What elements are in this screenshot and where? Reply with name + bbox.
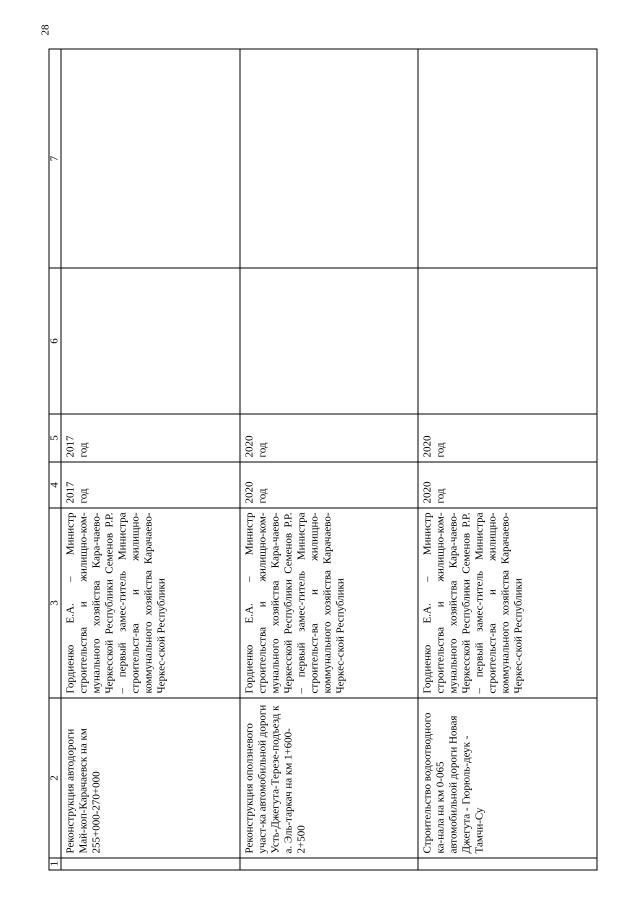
cell-number (61, 858, 240, 870)
column-header-2: 2 (49, 698, 61, 858)
cell-responsible: Гордиенко Е.А. – Министр строительства и жилищно-ком-мунального хозяйства Кара-чаево-Черкесской Республики Семенов Р.Р. – первый замес-титель Министра строительст-ва и жилищно-коммунального хозяйства Карачаево-Черкес-ской Республики (418, 508, 597, 698)
column-header-1: 1 (49, 858, 61, 870)
cell-object: Реконструкция оползневого участ-ка автомобильной дороги Усть-Джегута-Терезе-подъезд к а. Эль-таркач на км 1+600-2+500 (239, 698, 418, 858)
page-number: 28 (39, 24, 52, 36)
cell-start-year: 2020 год (239, 462, 418, 508)
table-row (418, 49, 597, 870)
header-row (49, 49, 61, 870)
rotated-table-sheet (48, 49, 597, 870)
cell-column-7 (418, 49, 597, 268)
cell-number (239, 858, 418, 870)
column-header-3: 3 (49, 508, 61, 698)
cell-responsible: Гордиенко Е.А. – Министр строительства и жилищно-ком-мунального хозяйства Кара-чаево-Черкесской Республики Семенов Р.Р. – первый замес-титель Министра строительст-ва и жилищно-коммунального хозяйства Карачаево-Черкес-ской Республики (239, 508, 418, 698)
cell-column-6 (239, 268, 418, 414)
data-table (48, 48, 597, 870)
cell-end-year: 2020 год (239, 414, 418, 462)
cell-column-6 (418, 268, 597, 414)
cell-column-7 (239, 49, 418, 268)
cell-start-year: 2020 год (418, 462, 597, 508)
table-row (239, 49, 418, 870)
cell-number (418, 858, 597, 870)
cell-end-year: 2020 год (418, 414, 597, 462)
cell-start-year: 2017 год (61, 462, 240, 508)
cell-object: Строительство водоотводного ка-нала на км 0-065 автомобильной дороги Новая Джегута - Гюрюль-деук - Тамчи-Су (418, 698, 597, 858)
column-header-7: 7 (49, 49, 61, 268)
cell-column-6 (61, 268, 240, 414)
cell-responsible: Гордиенко Е.А. – Министр строительства и жилищно-ком-мунального хозяйства Кара-чаево-Черкесской Республики Семенов Р.Р. – первый замес-титель Министра строительст-ва и жилищно-коммунального хозяйства Карачаево-Черкес-ской Республики (61, 508, 240, 698)
table-row (61, 49, 240, 870)
cell-column-7 (61, 49, 240, 268)
column-header-4: 4 (49, 462, 61, 508)
column-header-5: 5 (49, 414, 61, 462)
cell-object: Реконструкция автодороги Май-коп-Карачаевск на км 255+000-270+000 (61, 698, 240, 858)
cell-end-year: 2017 год (61, 414, 240, 462)
column-header-6: 6 (49, 268, 61, 414)
